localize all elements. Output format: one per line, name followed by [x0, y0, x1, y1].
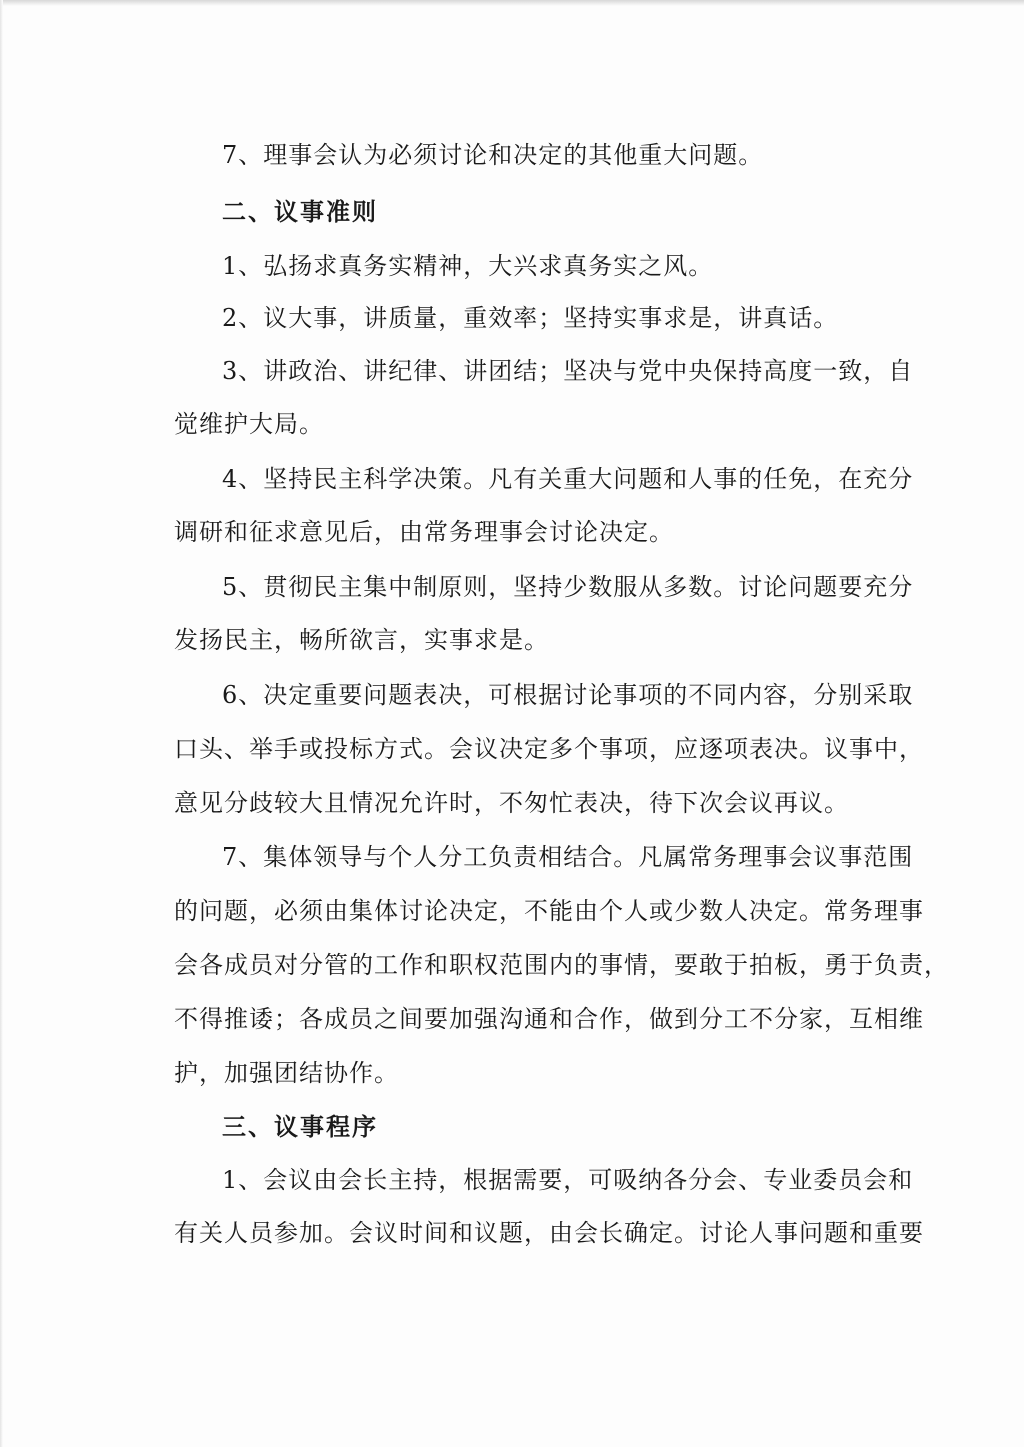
principle-3-line-2: 觉维护大局。 [174, 410, 324, 438]
principle-4-line-2: 调研和征求意见后，由常务理事会讨论决定。 [174, 518, 674, 546]
section-heading-3: 三、议事程序 [222, 1112, 378, 1141]
principle-1-line-1: 1、弘扬求真务实精神，大兴求真务实之风。 [222, 252, 714, 280]
principle-7-line-4: 不得推诿；各成员之间要加强沟通和合作，做到分工不分家，互相维 [174, 1005, 924, 1033]
section-heading-2: 二、议事准则 [222, 197, 378, 226]
principle-6-line-1: 6、决定重要问题表决，可根据讨论事项的不同内容，分别采取 [222, 681, 914, 709]
clause-7-line-1: 7、理事会认为必须讨论和决定的其他重大问题。 [222, 141, 764, 169]
principle-6-line-3: 意见分歧较大且情况允许时，不匆忙表决，待下次会议再议。 [174, 789, 849, 817]
principle-2-line-1: 2、议大事，讲质量，重效率；坚持实事求是，讲真话。 [222, 304, 839, 332]
principle-6-line-2: 口头、举手或投标方式。会议决定多个事项，应逐项表决。议事中， [174, 735, 924, 763]
scan-edge-top [0, 0, 1024, 6]
principle-3-line-1: 3、讲政治、讲纪律、讲团结；坚决与党中央保持高度一致，自 [222, 357, 914, 385]
principle-4-line-1: 4、坚持民主科学决策。凡有关重大问题和人事的任免，在充分 [222, 465, 914, 493]
procedure-1-line-1: 1、会议由会长主持，根据需要，可吸纳各分会、专业委员会和 [222, 1166, 914, 1194]
principle-7-line-1: 7、集体领导与个人分工负责相结合。凡属常务理事会议事范围 [222, 843, 914, 871]
principle-5-line-1: 5、贯彻民主集中制原则，坚持少数服从多数。讨论问题要充分 [222, 573, 914, 601]
scan-edge-left [0, 0, 3, 1447]
procedure-1-line-2: 有关人员参加。会议时间和议题，由会长确定。讨论人事问题和重要 [174, 1219, 924, 1247]
principle-5-line-2: 发扬民主，畅所欲言，实事求是。 [174, 626, 549, 654]
principle-7-line-2: 的问题，必须由集体讨论决定，不能由个人或少数人决定。常务理事 [174, 897, 924, 925]
principle-7-line-3: 会各成员对分管的工作和职权范围内的事情，要敢于拍板，勇于负责， [174, 951, 949, 979]
principle-7-line-5: 护，加强团结协作。 [174, 1059, 399, 1087]
